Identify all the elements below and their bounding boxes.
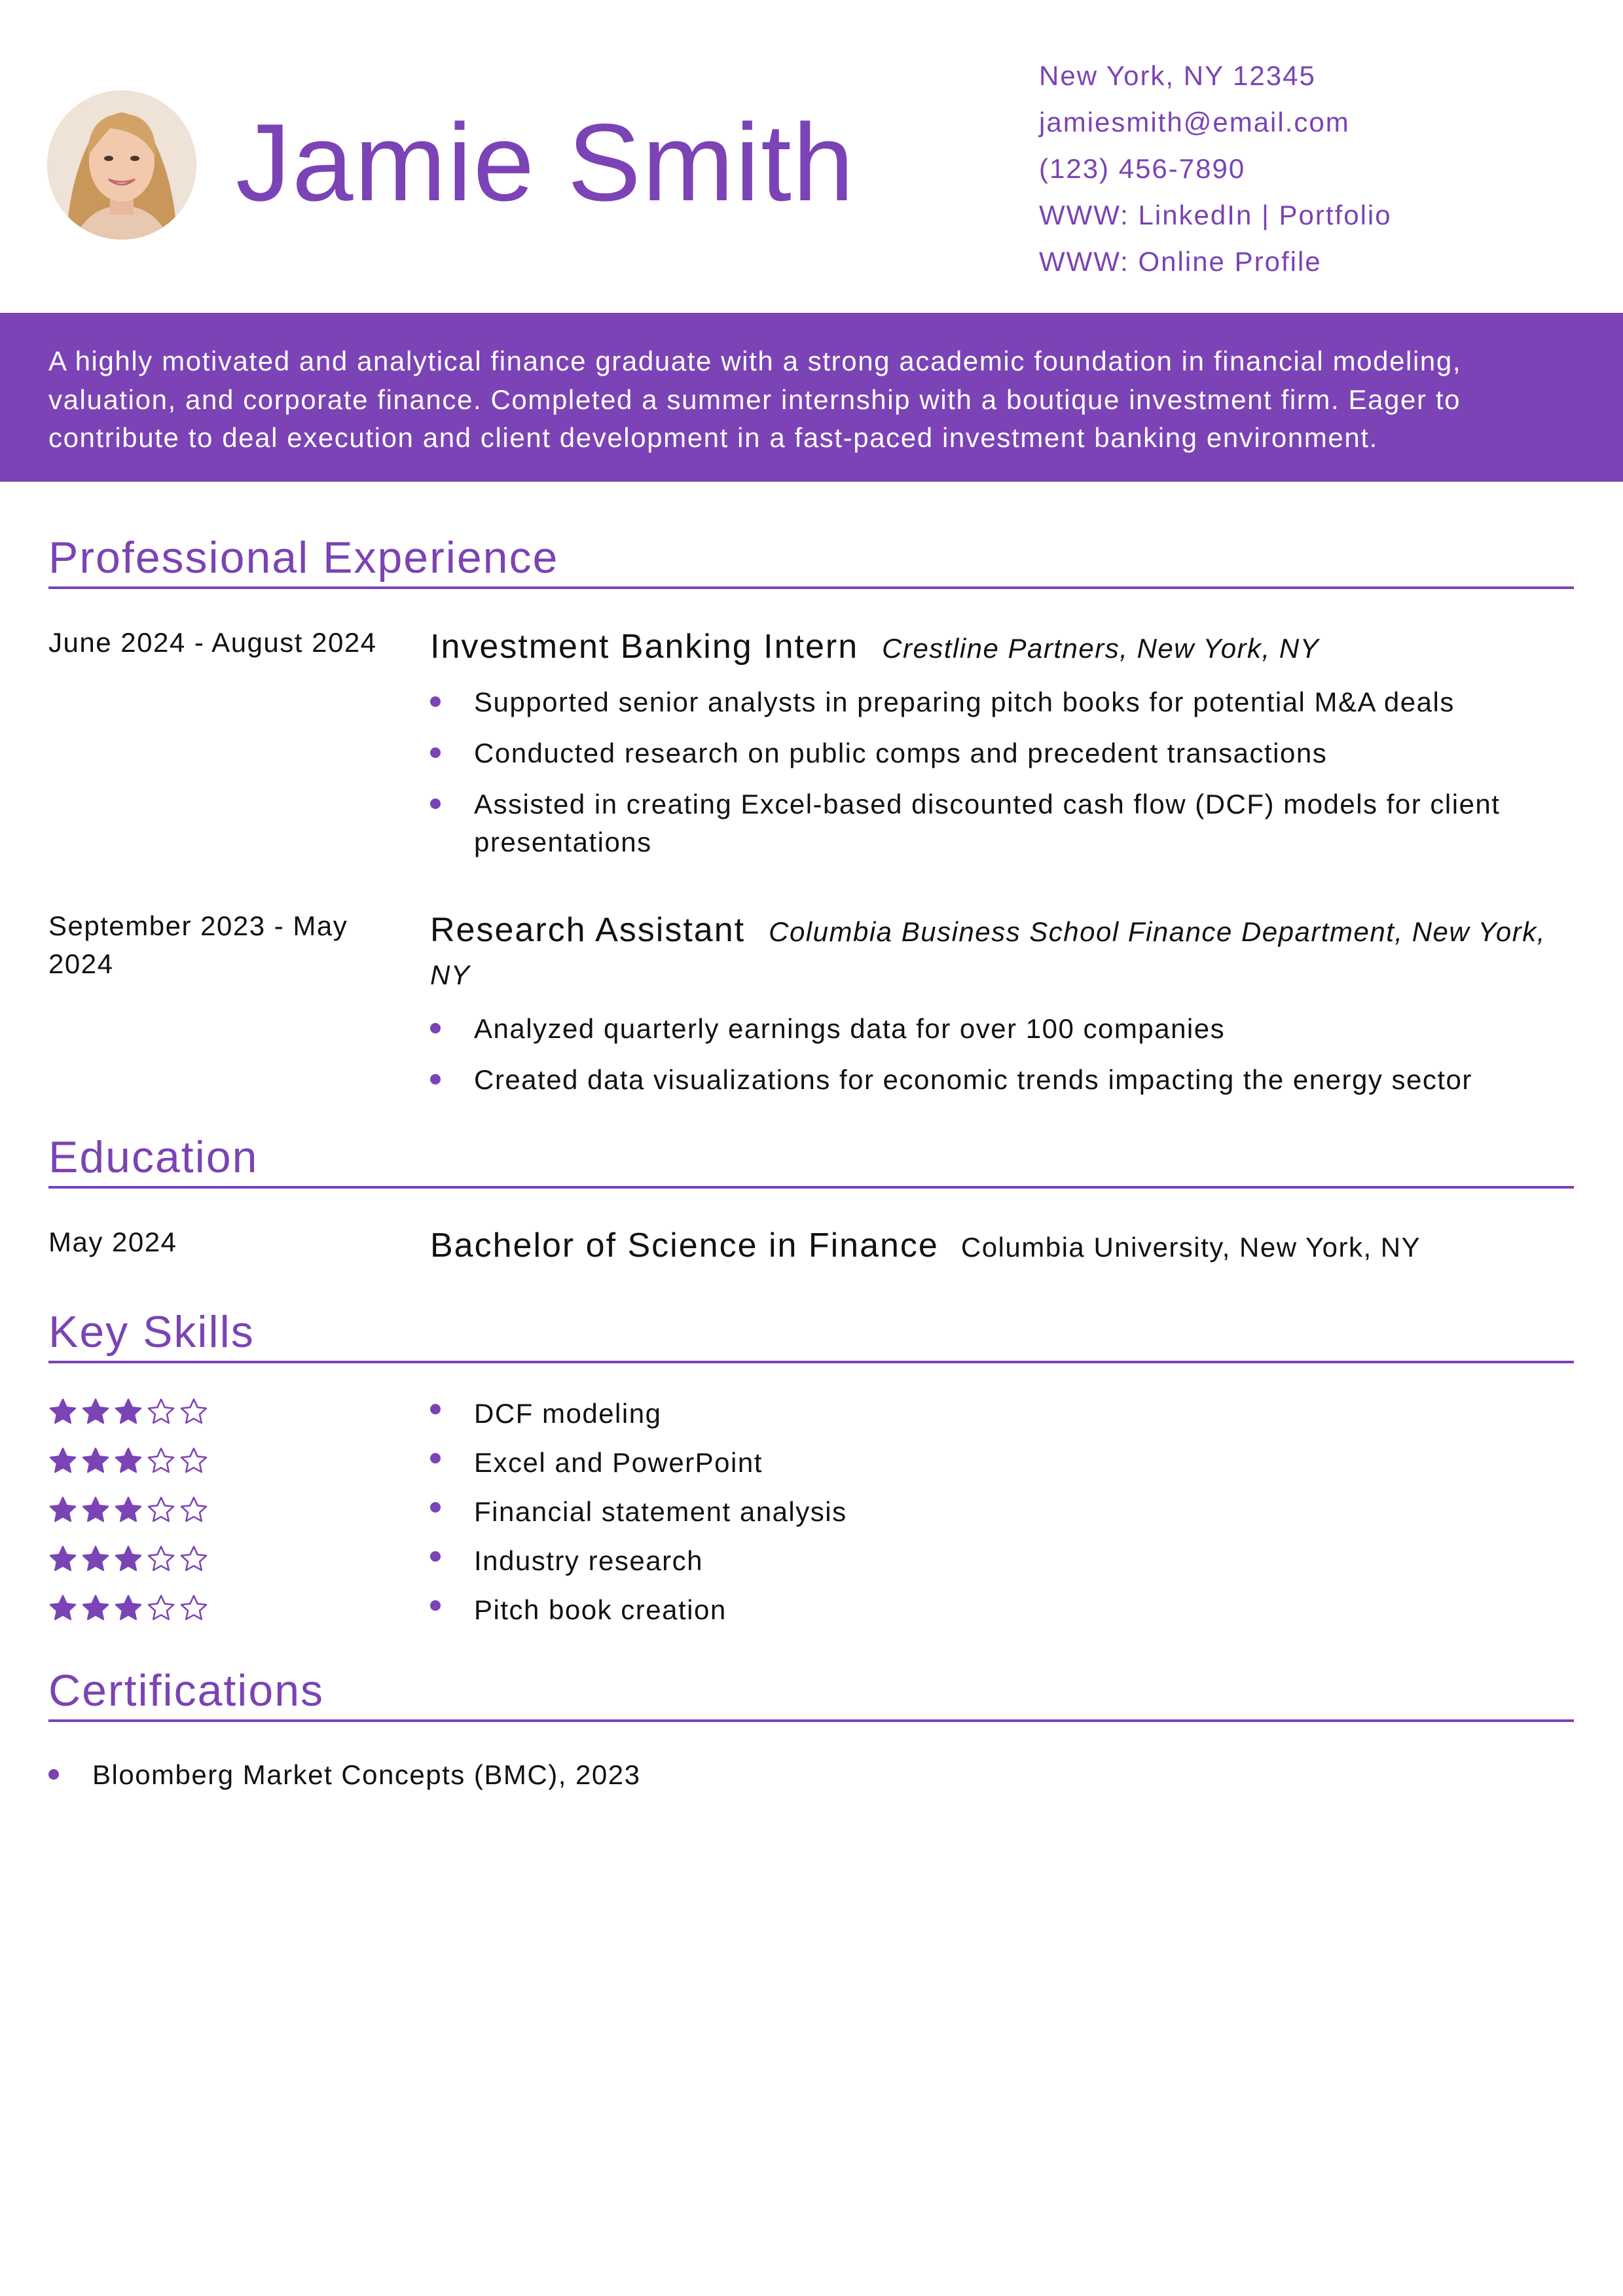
contact-phone: (123) 456-7890	[1039, 153, 1246, 184]
bullet-icon	[430, 1404, 441, 1414]
skill-rating	[48, 1545, 208, 1577]
skill-row	[48, 1444, 1574, 1493]
profile-photo	[47, 90, 196, 240]
contact-links[interactable]: WWW: LinkedIn | Portfolio	[1039, 200, 1392, 230]
skill-row	[48, 1395, 1574, 1444]
bullet-icon	[430, 1600, 441, 1611]
education-entry	[430, 1223, 1576, 1277]
list-item	[430, 1542, 703, 1580]
contact-address: New York, NY 12345	[1039, 60, 1316, 91]
list-item	[430, 734, 1576, 772]
list-item	[430, 1591, 727, 1629]
job-dates: September 2023 - May 2024	[48, 910, 348, 979]
list-item	[48, 1756, 640, 1794]
portrait-image	[47, 90, 196, 240]
star-filled-icon	[81, 1594, 110, 1623]
bullet-icon	[430, 1453, 441, 1463]
star-filled-icon	[81, 1545, 110, 1573]
job-title: Research Assistant	[430, 911, 746, 949]
star-filled-icon	[81, 1496, 110, 1524]
star-empty-icon	[179, 1496, 208, 1524]
bullet-text: Analyzed quarterly earnings data for over 100 companies	[474, 1013, 1226, 1044]
section-title-certifications: Certifications	[48, 1664, 1574, 1722]
bullet-icon	[430, 747, 441, 758]
bullet-icon	[430, 1074, 441, 1085]
list-item	[430, 1395, 661, 1433]
education-degree: Bachelor of Science in Finance	[430, 1227, 939, 1265]
job-bullets	[430, 683, 1576, 861]
skill-rating	[48, 1446, 208, 1479]
contact-online-profile[interactable]: WWW: Online Profile	[1039, 246, 1322, 277]
bullet-icon	[430, 1502, 441, 1513]
job-dates: June 2024 - August 2024	[48, 627, 377, 658]
list-item	[430, 1444, 763, 1482]
bullet-text: Supported senior analysts in preparing pitch books for potential M&A deals	[474, 687, 1455, 717]
summary-band	[0, 313, 1623, 482]
star-empty-icon	[147, 1446, 175, 1475]
skill-name: Excel and PowerPoint	[474, 1447, 763, 1478]
star-filled-icon	[48, 1594, 77, 1623]
section-title-education: Education	[48, 1131, 1574, 1189]
skill-rating	[48, 1496, 208, 1528]
skill-row	[48, 1591, 1574, 1640]
candidate-name: Jamie Smith	[236, 101, 856, 224]
star-filled-icon	[114, 1545, 143, 1573]
skill-name: Pitch book creation	[474, 1594, 727, 1625]
bullet-icon	[48, 1769, 59, 1780]
bullet-icon	[430, 696, 441, 707]
skill-name: Financial statement analysis	[474, 1496, 847, 1527]
star-empty-icon	[147, 1545, 175, 1573]
contact-email[interactable]: jamiesmith@email.com	[1039, 107, 1350, 137]
star-filled-icon	[48, 1545, 77, 1573]
skill-row	[48, 1542, 1574, 1591]
star-filled-icon	[48, 1496, 77, 1524]
star-empty-icon	[179, 1397, 208, 1426]
list-item	[430, 1493, 847, 1531]
section-title-skills: Key Skills	[48, 1306, 1574, 1363]
job-entry	[430, 908, 1576, 1099]
bullet-text: Assisted in creating Excel-based discounted cash flow (DCF) models for client presentations	[474, 789, 1501, 857]
star-filled-icon	[48, 1446, 77, 1475]
education-school: Columbia University, New York, NY	[960, 1232, 1421, 1263]
bullet-icon	[430, 1551, 441, 1562]
job-company: Columbia Business School Finance Department, New York, NY	[430, 916, 1546, 990]
skill-name: Industry research	[474, 1545, 703, 1576]
star-empty-icon	[179, 1594, 208, 1623]
certification-text: Bloomberg Market Concepts (BMC), 2023	[92, 1759, 641, 1790]
skill-rating	[48, 1397, 208, 1430]
star-filled-icon	[48, 1397, 77, 1426]
bullet-text: Conducted research on public comps and precedent transactions	[474, 738, 1328, 768]
list-item	[430, 1061, 1576, 1099]
job-company: Crestline Partners, New York, NY	[882, 633, 1320, 664]
resume-header	[0, 0, 1623, 313]
star-filled-icon	[81, 1397, 110, 1426]
skill-row	[48, 1493, 1574, 1542]
skill-name: DCF modeling	[474, 1398, 662, 1429]
bullet-text: Created data visualizations for economic trends impacting the energy sector	[474, 1064, 1472, 1095]
list-item	[430, 785, 1576, 861]
education-date: May 2024	[48, 1227, 177, 1257]
section-title-experience: Professional Experience	[48, 531, 1574, 589]
list-item	[430, 1010, 1576, 1048]
star-empty-icon	[179, 1545, 208, 1573]
star-empty-icon	[147, 1496, 175, 1524]
star-empty-icon	[179, 1446, 208, 1475]
job-entry	[430, 625, 1576, 861]
star-filled-icon	[114, 1594, 143, 1623]
job-title: Investment Banking Intern	[430, 628, 859, 666]
skill-rating	[48, 1594, 208, 1626]
summary-text: A highly motivated and analytical finance graduate with a strong academic foundation in financial modeling, valuation, and corporate finance. Completed a summer internship with a boutique investment firm. Eager to contribute to deal execution and client development in a fast-paced investment banking environment.	[48, 346, 1462, 453]
contact-block	[1039, 52, 1392, 285]
star-filled-icon	[114, 1496, 143, 1524]
star-filled-icon	[81, 1446, 110, 1475]
star-empty-icon	[147, 1594, 175, 1623]
bullet-icon	[430, 798, 441, 809]
star-filled-icon	[114, 1397, 143, 1426]
star-filled-icon	[114, 1446, 143, 1475]
bullet-icon	[430, 1023, 441, 1033]
list-item	[430, 683, 1576, 721]
star-empty-icon	[147, 1397, 175, 1426]
job-bullets	[430, 1010, 1576, 1099]
